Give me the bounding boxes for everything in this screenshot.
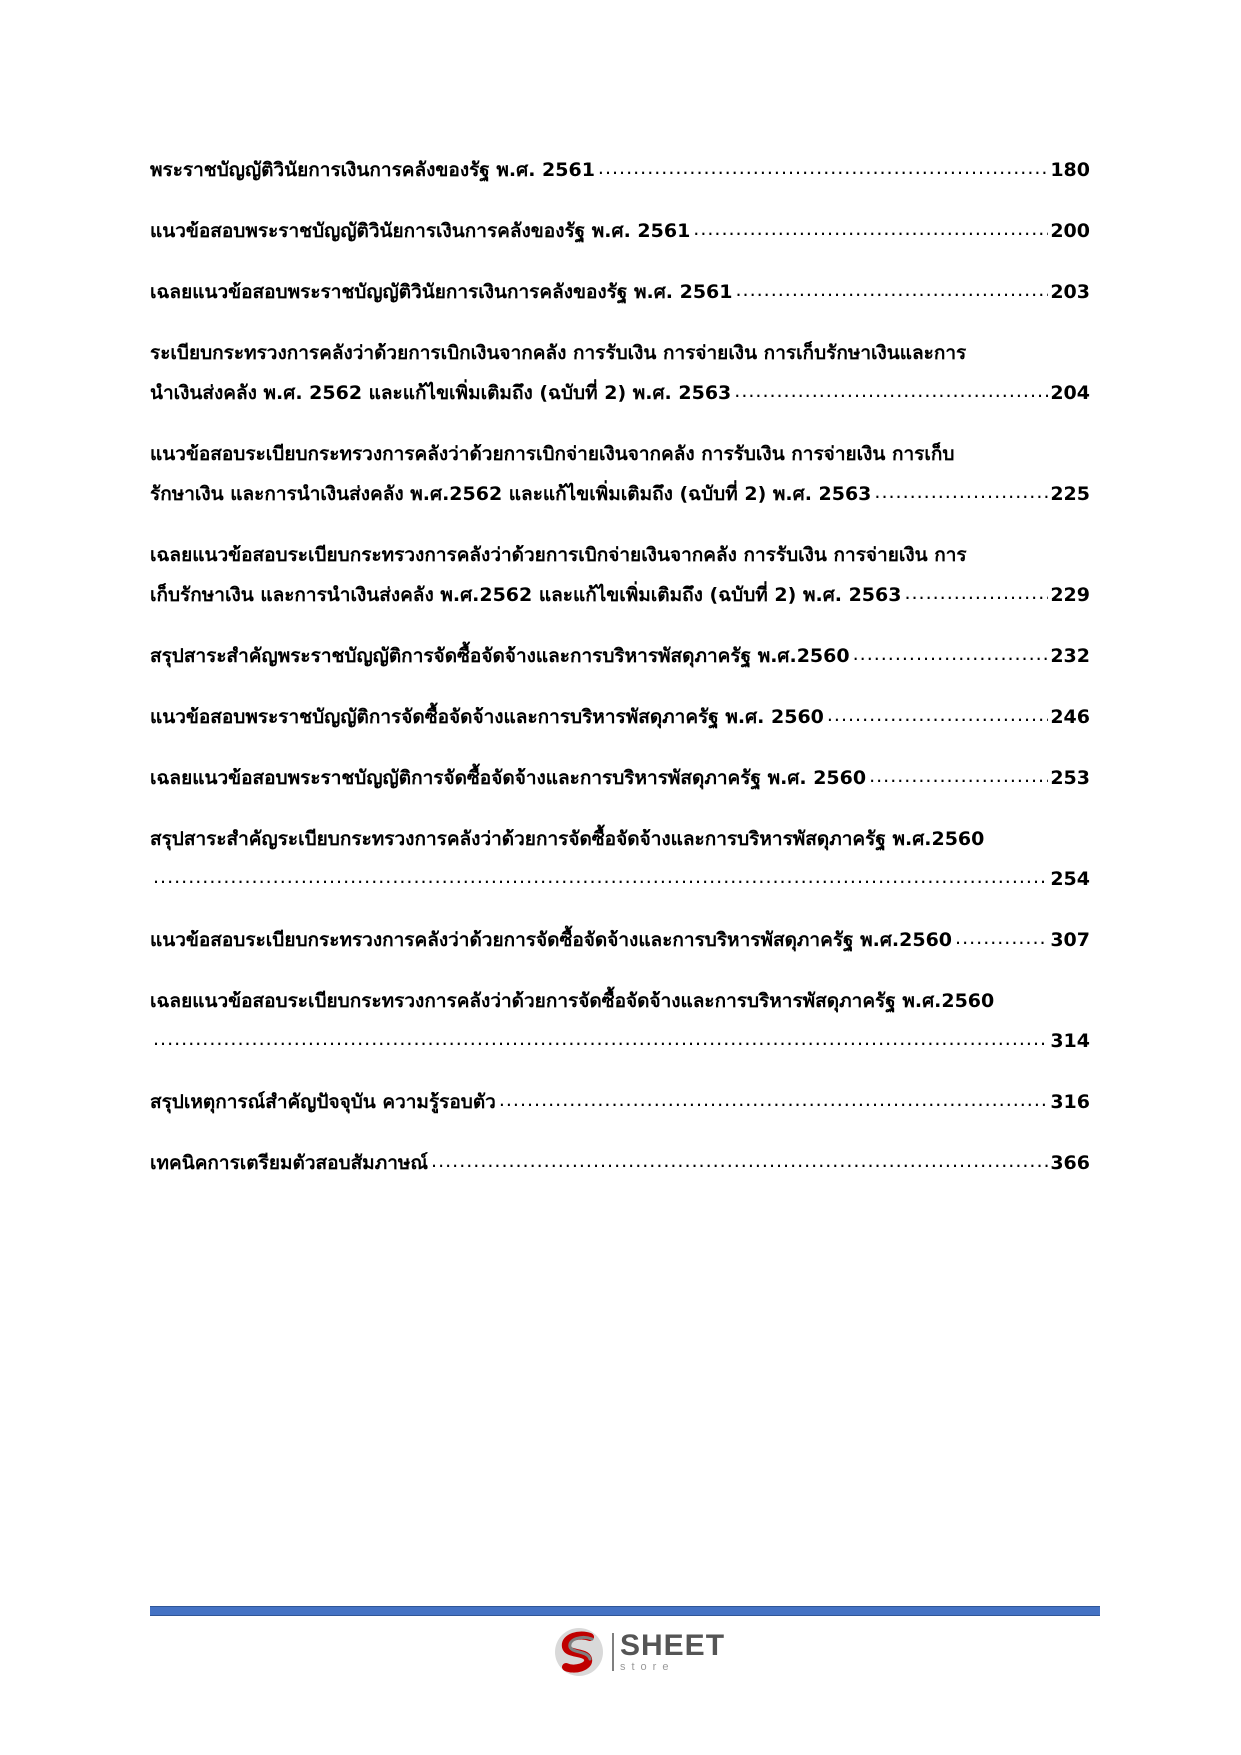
- toc-entry-title: พระราชบัญญัติวินัยการเงินการคลังของรัฐ พ.ศ. 2561: [150, 159, 595, 181]
- dot-leader: [431, 1141, 1048, 1181]
- toc-entry[interactable]: [150, 272, 1090, 312]
- toc-entry-title: แนวข้อสอบระเบียบกระทรวงการคลังว่าด้วยการจัดซื้อจัดจ้างและการบริหารพัสดุภาครัฐ พ.ศ.2560: [150, 929, 953, 951]
- toc-entry-title-line1: ระเบียบกระทรวงการคลังว่าด้วยการเบิกเงินจากคลัง การรับเงิน การจ่ายเงิน การเก็บรักษาเงินและการ: [150, 342, 967, 364]
- toc-entry[interactable]: [150, 333, 1090, 413]
- sheet-store-logo: [552, 1626, 725, 1678]
- toc-entry[interactable]: [150, 981, 1090, 1061]
- toc-entry[interactable]: [150, 819, 1090, 899]
- dot-leader: [153, 1019, 1048, 1059]
- footer-divider: [150, 1606, 1100, 1616]
- toc-page-number: 253: [1050, 767, 1090, 789]
- dot-leader: [734, 371, 1048, 411]
- toc-entry-title: เทคนิคการเตรียมตัวสอบสัมภาษณ์: [150, 1152, 429, 1174]
- dot-leader: [955, 918, 1048, 958]
- toc-page-number: 225: [1050, 483, 1090, 505]
- toc-page-number: 180: [1050, 159, 1090, 181]
- toc-entry-title: แนวข้อสอบพระราชบัญญัติการจัดซื้อจัดจ้างและการบริหารพัสดุภาครัฐ พ.ศ. 2560: [150, 706, 824, 728]
- toc-page-number: 366: [1050, 1152, 1090, 1174]
- toc-page-number: 246: [1050, 706, 1090, 728]
- toc-entry-title-line1: สรุปสาระสำคัญระเบียบกระทรวงการคลังว่าด้วยการจัดซื้อจัดจ้างและการบริหารพัสดุภาครัฐ พ.ศ.2560: [150, 828, 985, 850]
- dot-leader: [869, 756, 1048, 796]
- dot-leader: [853, 634, 1049, 674]
- dot-leader: [153, 857, 1048, 897]
- toc-entry[interactable]: [150, 1082, 1090, 1122]
- toc-entry[interactable]: [150, 434, 1090, 514]
- toc-entry-title: รักษาเงิน และการนำเงินส่งคลัง พ.ศ.2562 และแก้ไขเพิ่มเติมถึง (ฉบับที่ 2) พ.ศ. 2563: [150, 483, 872, 505]
- toc-entry[interactable]: [150, 150, 1090, 190]
- dot-leader: [499, 1080, 1048, 1120]
- toc-entry-title: เฉลยแนวข้อสอบพระราชบัญญัติการจัดซื้อจัดจ้างและการบริหารพัสดุภาครัฐ พ.ศ. 2560: [150, 767, 867, 789]
- toc-page-number: 204: [1050, 382, 1090, 404]
- toc-entry[interactable]: [150, 920, 1090, 960]
- toc-entry[interactable]: [150, 1143, 1090, 1183]
- dot-leader: [874, 472, 1048, 512]
- toc-entry-title: สรุปเหตุการณ์สำคัญปัจจุบัน ความรู้รอบตัว: [150, 1091, 496, 1113]
- toc-page-number: 203: [1050, 281, 1090, 303]
- sheet-store-s-icon: [552, 1625, 606, 1679]
- toc-entry-title: สรุปสาระสำคัญพระราชบัญญัติการจัดซื้อจัดจ้างและการบริหารพัสดุภาครัฐ พ.ศ.2560: [150, 645, 850, 667]
- logo-wordmark: [620, 1631, 725, 1673]
- toc-entry[interactable]: [150, 758, 1090, 798]
- dot-leader: [827, 695, 1048, 735]
- toc-entry[interactable]: [150, 697, 1090, 737]
- toc-entry[interactable]: [150, 535, 1090, 615]
- logo-separator: [612, 1633, 614, 1671]
- toc-entry-title: เฉลยแนวข้อสอบพระราชบัญญัติวินัยการเงินการคลังของรัฐ พ.ศ. 2561: [150, 281, 733, 303]
- toc-page-number: 316: [1050, 1091, 1090, 1113]
- toc-entry-title-line1: เฉลยแนวข้อสอบระเบียบกระทรวงการคลังว่าด้วยการจัดซื้อจัดจ้างและการบริหารพัสดุภาครัฐ พ.ศ.2560: [150, 990, 995, 1012]
- toc-entry-title-line1: แนวข้อสอบระเบียบกระทรวงการคลังว่าด้วยการเบิกจ่ายเงินจากคลัง การรับเงิน การจ่ายเงิน การเก็บ: [150, 443, 955, 465]
- toc-page-number: 232: [1050, 645, 1090, 667]
- toc-page-number: 200: [1050, 220, 1090, 242]
- toc-entry-title: นำเงินส่งคลัง พ.ศ. 2562 และแก้ไขเพิ่มเติมถึง (ฉบับที่ 2) พ.ศ. 2563: [150, 382, 732, 404]
- logo-sub-text: store: [620, 1661, 675, 1673]
- toc-page-number: 307: [1050, 929, 1090, 951]
- dot-leader: [904, 573, 1048, 613]
- dot-leader: [736, 270, 1049, 310]
- toc-entry-title: เก็บรักษาเงิน และการนำเงินส่งคลัง พ.ศ.2562 และแก้ไขเพิ่มเติมถึง (ฉบับที่ 2) พ.ศ. 2563: [150, 584, 902, 606]
- logo-brand-text: SHEET: [620, 1629, 726, 1662]
- toc-page-number: 314: [1050, 1030, 1090, 1052]
- dot-leader: [598, 148, 1048, 188]
- toc-entry[interactable]: [150, 211, 1090, 251]
- dot-leader: [693, 209, 1048, 249]
- toc-entry-title: แนวข้อสอบพระราชบัญญัติวินัยการเงินการคลังของรัฐ พ.ศ. 2561: [150, 220, 691, 242]
- toc-page-number: 254: [1050, 868, 1090, 890]
- toc-entry-title-line1: เฉลยแนวข้อสอบระเบียบกระทรวงการคลังว่าด้วยการเบิกจ่ายเงินจากคลัง การรับเงิน การจ่ายเงิน การ: [150, 544, 967, 566]
- toc-entry[interactable]: [150, 636, 1090, 676]
- toc-page-number: 229: [1050, 584, 1090, 606]
- table-of-contents: [150, 150, 1090, 1204]
